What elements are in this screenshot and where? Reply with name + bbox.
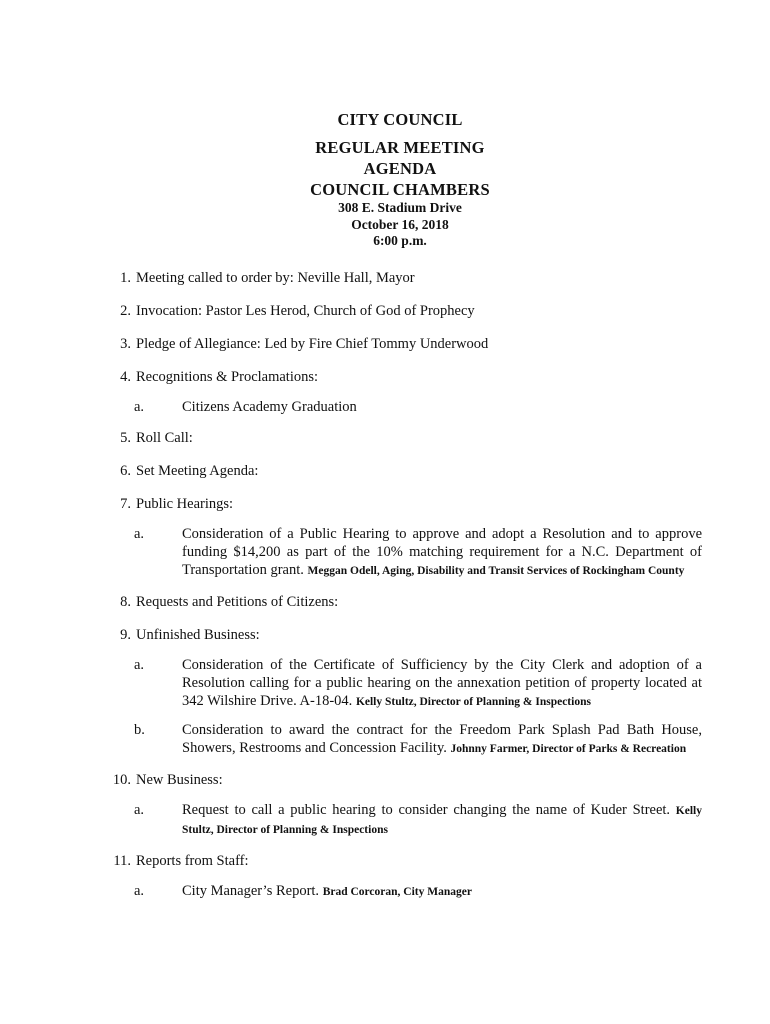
item-text: Requests and Petitions of Citizens: xyxy=(136,594,339,610)
agenda-item xyxy=(112,494,702,515)
header-location: COUNCIL CHAMBERS xyxy=(310,180,490,199)
subitem-letter: a. xyxy=(134,399,145,415)
item-number: 10. xyxy=(112,772,131,788)
agenda-item xyxy=(112,851,702,872)
subitem-letter: b. xyxy=(134,722,145,738)
item-number: 7. xyxy=(120,496,131,512)
item-text: Set Meeting Agenda: xyxy=(136,463,259,479)
agenda-list xyxy=(112,268,702,913)
agenda-subitem xyxy=(112,656,702,711)
subitem-text: Consideration of the Certificate of Sufficiency by the City Clerk and adoption of a Resolution calling for a public hearing on the annexation petition of property located at 342 Wilshire Drive. A-18-04. xyxy=(182,657,702,709)
item-text: Public Hearings: xyxy=(136,496,234,512)
subitem-letter: a. xyxy=(134,883,145,899)
item-text: Unfinished Business: xyxy=(136,627,260,643)
subitem-presenter: Brad Corcoran, City Manager xyxy=(322,886,472,898)
header-date: October 16, 2018 xyxy=(351,216,449,232)
subitem-text: Consideration to award the contract for the Freedom Park Splash Pad Bath House, Showers, Restrooms and Concession Facility. xyxy=(182,722,702,756)
subitem-text: Consideration of a Public Hearing to approve and adopt a Resolution and to approve funding $14,200 as part of the 10% matching requirement for a N.C. Department of Transportation grant. xyxy=(182,526,702,578)
subitem-text: Request to call a public hearing to consider changing the name of Kuder Street. xyxy=(182,802,671,818)
item-number: 6. xyxy=(120,463,131,479)
subitem-presenter: Johnny Farmer, Director of Parks & Recreation xyxy=(450,743,687,755)
item-number: 9. xyxy=(120,627,131,643)
agenda-item xyxy=(112,301,702,322)
header-address: 308 E. Stadium Drive xyxy=(338,200,462,215)
item-text: Meeting called to order by: Neville Hall, Mayor xyxy=(136,270,415,286)
item-number: 8. xyxy=(120,594,131,610)
subitem-text: Citizens Academy Graduation xyxy=(182,399,357,415)
item-text: Reports from Staff: xyxy=(136,853,249,869)
subitem-letter: a. xyxy=(134,657,145,673)
item-number: 11. xyxy=(113,853,131,869)
subitem-text: City Manager’s Report. xyxy=(182,883,320,899)
subitem-presenter: Kelly Stultz, Director of Planning & Inspections xyxy=(355,696,591,708)
agenda-subitem xyxy=(112,398,702,416)
item-number: 3. xyxy=(120,336,131,352)
item-number: 1. xyxy=(120,270,131,286)
header-title: CITY COUNCIL xyxy=(337,110,463,129)
subitem-presenter: Meggan Odell, Aging, Disability and Transit Services of Rockingham County xyxy=(307,565,685,577)
agenda-subitem xyxy=(112,801,702,839)
header-agenda: AGENDA xyxy=(363,159,437,178)
agenda-item xyxy=(112,625,702,646)
header-meeting-type: REGULAR MEETING xyxy=(315,138,485,157)
agenda-item xyxy=(112,592,702,613)
item-number: 5. xyxy=(120,430,131,446)
subitem-presenter: Kelly Stultz, Director of Planning & Inspections xyxy=(182,805,702,836)
item-number: 4. xyxy=(120,369,131,385)
agenda-item xyxy=(112,770,702,791)
agenda-subitem xyxy=(112,882,702,901)
agenda-item xyxy=(112,461,702,482)
subitem-letter: a. xyxy=(134,526,145,542)
item-text: Pledge of Allegiance: Led by Fire Chief Tommy Underwood xyxy=(136,336,489,352)
item-text: Invocation: Pastor Les Herod, Church of God of Prophecy xyxy=(136,303,475,319)
header-time: 6:00 p.m. xyxy=(373,233,427,248)
agenda-subitem xyxy=(112,525,702,580)
agenda-item xyxy=(112,367,702,388)
subitem-letter: a. xyxy=(134,802,145,818)
agenda-item xyxy=(112,268,702,289)
agenda-item xyxy=(112,428,702,449)
agenda-header xyxy=(0,109,770,250)
agenda-item xyxy=(112,334,702,355)
item-text: New Business: xyxy=(136,772,223,788)
item-text: Recognitions & Proclamations: xyxy=(136,369,319,385)
agenda-subitem xyxy=(112,721,702,758)
item-number: 2. xyxy=(120,303,131,319)
item-text: Roll Call: xyxy=(136,430,193,446)
